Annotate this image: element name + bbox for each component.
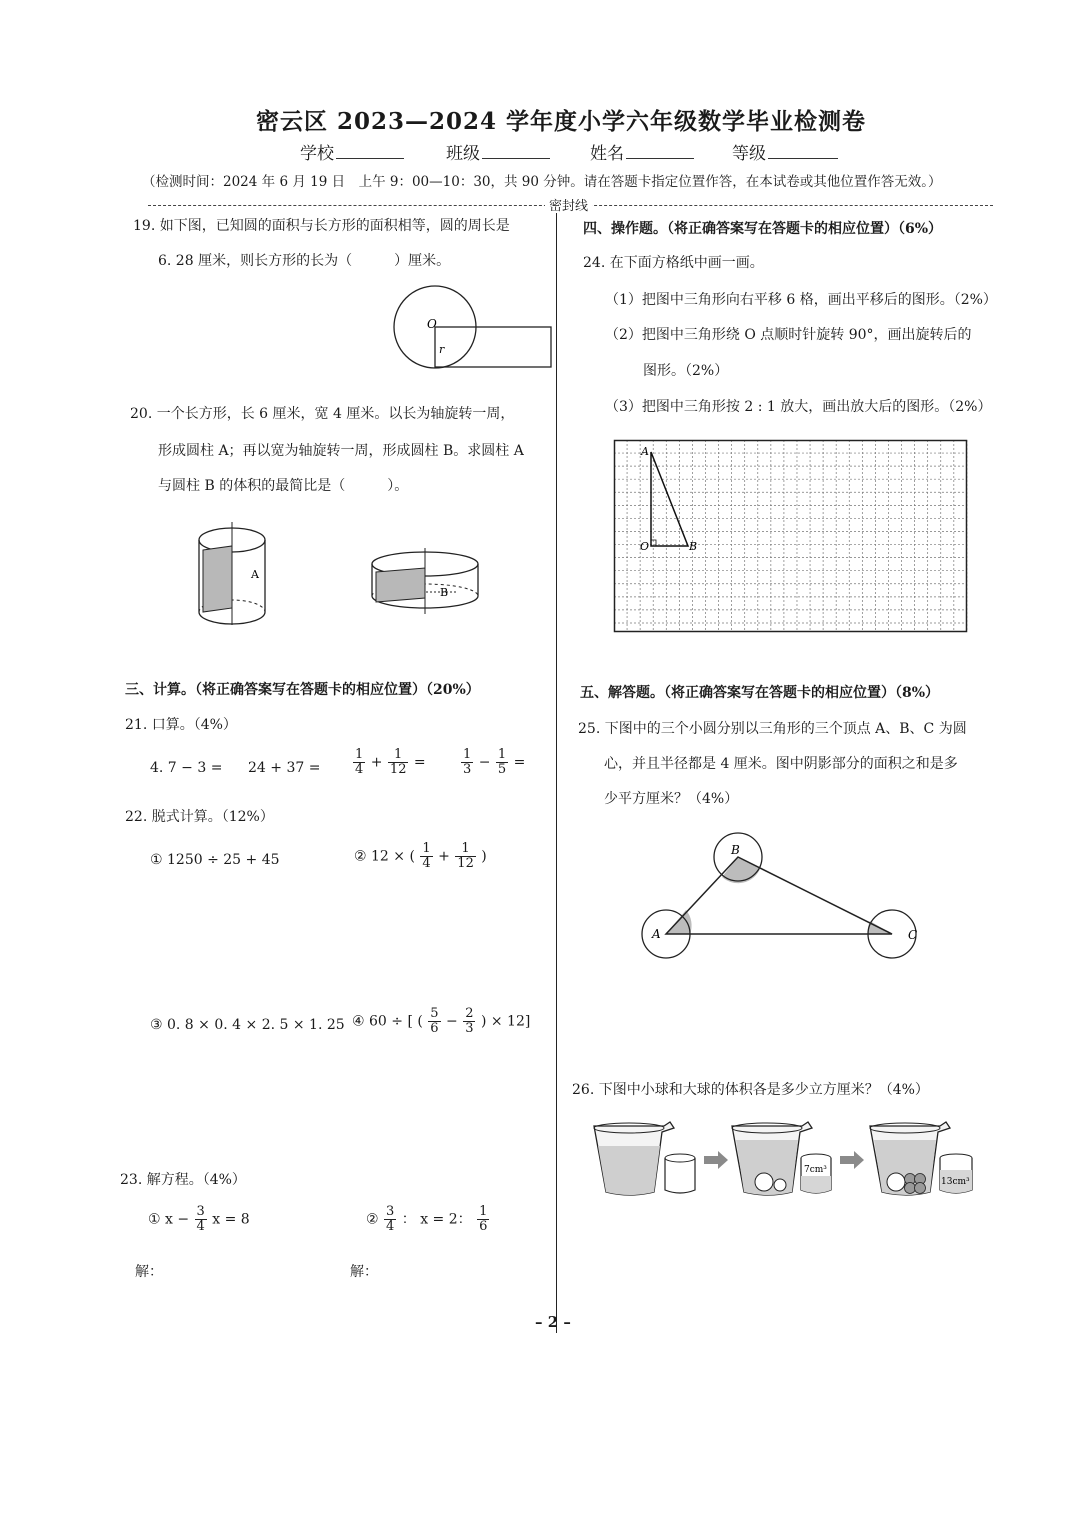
field-school-label: 学校 (300, 144, 334, 164)
q26-line1: 26. 下图中小球和大球的体积各是多少立方厘米？（4%） (572, 1082, 929, 1098)
field-grade-label: 等级 (732, 144, 766, 164)
q19-line2: 6. 28 厘米，则长方形的长为（ ）厘米。 (158, 253, 451, 269)
q21-expr-4: $\frac{1}{3}$ − $\frac{1}{5}$ = (463, 747, 526, 777)
q25-line1: 25. 下图中的三个小圆分别以三角形的三个顶点 A、B、C 为圆 (578, 721, 967, 737)
q25-label-b: B (731, 843, 740, 857)
q26-big-ball (755, 1173, 773, 1191)
q23-solution-2: 解： (350, 1264, 378, 1280)
q25-label-c: C (908, 928, 918, 942)
q24-label-o: O (640, 540, 650, 553)
q26-small-ball (774, 1179, 786, 1191)
field-grade-blank (768, 144, 838, 159)
q20-cylinder-a (195, 520, 275, 625)
column-divider (556, 213, 557, 1333)
q20-line2: 形成圆柱 A；再以宽为轴旋转一周，形成圆柱 B。求圆柱 A (158, 443, 524, 459)
q26-arrow-1 (704, 1151, 728, 1169)
q26-container-2 (732, 1122, 812, 1195)
q26-cup-1 (665, 1154, 695, 1193)
q24-label-a: A (641, 445, 649, 458)
q22-problem-2: ② 12 × ( $\frac{1}{4}$ + $\frac{1}{12}$ ) (354, 841, 487, 871)
q22-heading: 22. 脱式计算。（12%） (125, 809, 274, 825)
field-class-label: 班级 (446, 144, 480, 164)
q20-line1: 20. 一个长方形，长 6 厘米，宽 4 厘米。以长为轴旋转一周， (130, 406, 515, 422)
q25-line2: 心，并且半径都是 4 厘米。图中阴影部分的面积之和是多 (604, 756, 958, 772)
q20-label-a: A (251, 568, 259, 581)
q26-cup-2 (801, 1154, 831, 1193)
q20-line3: 与圆柱 B 的体积的最简比是（ ）。 (158, 478, 409, 494)
q20-label-b: B (440, 586, 449, 599)
q23-problem-1: ① x − $\frac{3}{4}$ x = 8 (148, 1204, 250, 1234)
q23-solution-1: 解： (135, 1264, 163, 1280)
q26-cup-3-label: 13cm³ (941, 1177, 970, 1187)
q26-cup-3 (940, 1154, 972, 1193)
q25-line3: 少平方厘米？（4%） (604, 791, 739, 807)
q24-step-1: （1）把图中三角形向右平移 6 格，画出平移后的图形。（2%） (605, 292, 997, 308)
q24-label-b: B (689, 540, 698, 553)
q26-cup-2-label: 7cm³ (804, 1165, 827, 1175)
q22-problem-1: ① 1250 ÷ 25 + 45 (150, 852, 280, 868)
page-number: – 2 – (535, 1313, 571, 1331)
field-school-blank (336, 144, 404, 159)
section-5-heading: 五、解答题。（将正确答案写在答题卡的相应位置）（8%） (580, 685, 940, 701)
q25-label-a: A (652, 927, 661, 941)
q24-step-2b: 图形。（2%） (643, 363, 729, 379)
exam-note: （检测时间：2024 年 6 月 19 日 上午 9：00—10：30，共 90 分钟。请在答题卡指定位置作答，在本试卷或其他位置作答无效。） (142, 174, 942, 190)
q23-heading: 23. 解方程。（4%） (120, 1172, 246, 1188)
field-school (300, 139, 404, 164)
q21-expr-2: 24 + 37 = (248, 760, 321, 776)
q24-step-2: （2）把图中三角形绕 O 点顺时针旋转 90°，画出旋转后的 (605, 327, 972, 343)
q19-label-o: O (427, 317, 437, 331)
q19-figure (390, 283, 560, 373)
q26-container-1 (594, 1122, 674, 1195)
q19-rectangle (435, 327, 551, 367)
q21-expr-3: $\frac{1}{4}$ + $\frac{1}{12}$ = (355, 747, 426, 777)
q24-heading: 24. 在下面方格纸中画一画。 (583, 255, 764, 271)
q23-problem-2: ② $\frac{3}{4}$ ： x = 2： $\frac{1}{6}$ (366, 1204, 488, 1234)
q20-cylinder-b (368, 548, 483, 618)
field-name-blank (626, 144, 694, 159)
q25-triangle (666, 857, 892, 934)
field-grade (732, 139, 838, 164)
q26-figure (592, 1118, 982, 1202)
page-title: 密云区 2023—2024 学年度小学六年级数学毕业检测卷 (256, 108, 867, 135)
q24-grid-paper (614, 440, 968, 633)
field-name-label: 姓名 (590, 144, 624, 164)
q26-container-3 (870, 1122, 950, 1195)
field-class-blank (482, 144, 550, 159)
q24-step-3: （3）把图中三角形按 2 : 1 放大，画出放大后的图形。（2%） (605, 399, 992, 415)
q19-line1: 19. 如下图，已知圆的面积与长方形的面积相等，圆的周长是 (133, 218, 510, 234)
q24-grid-lines (614, 440, 967, 632)
q21-heading: 21. 口算。（4%） (125, 717, 237, 733)
section-4-heading: 四、操作题。（将正确答案写在答题卡的相应位置）（6%） (583, 221, 943, 237)
seal-line-label: 密封线 (545, 195, 592, 214)
q26-arrow-2 (840, 1151, 864, 1169)
q24-grid-border (615, 441, 967, 632)
field-class (446, 139, 550, 164)
q22-problem-3: ③ 0. 8 × 0. 4 × 2. 5 × 1. 25 (150, 1017, 345, 1033)
field-name (590, 139, 694, 164)
q22-problem-4: ④ 60 ÷ [ ( $\frac{5}{6}$ − $\frac{2}{3}$ ) × 12] (352, 1006, 531, 1036)
section-3-heading: 三、计算。（将正确答案写在答题卡的相应位置）（20%） (125, 682, 480, 698)
q19-label-r: r (439, 343, 445, 356)
q25-figure (640, 830, 940, 960)
q21-expr-1: 4. 7 − 3 = (150, 760, 223, 776)
